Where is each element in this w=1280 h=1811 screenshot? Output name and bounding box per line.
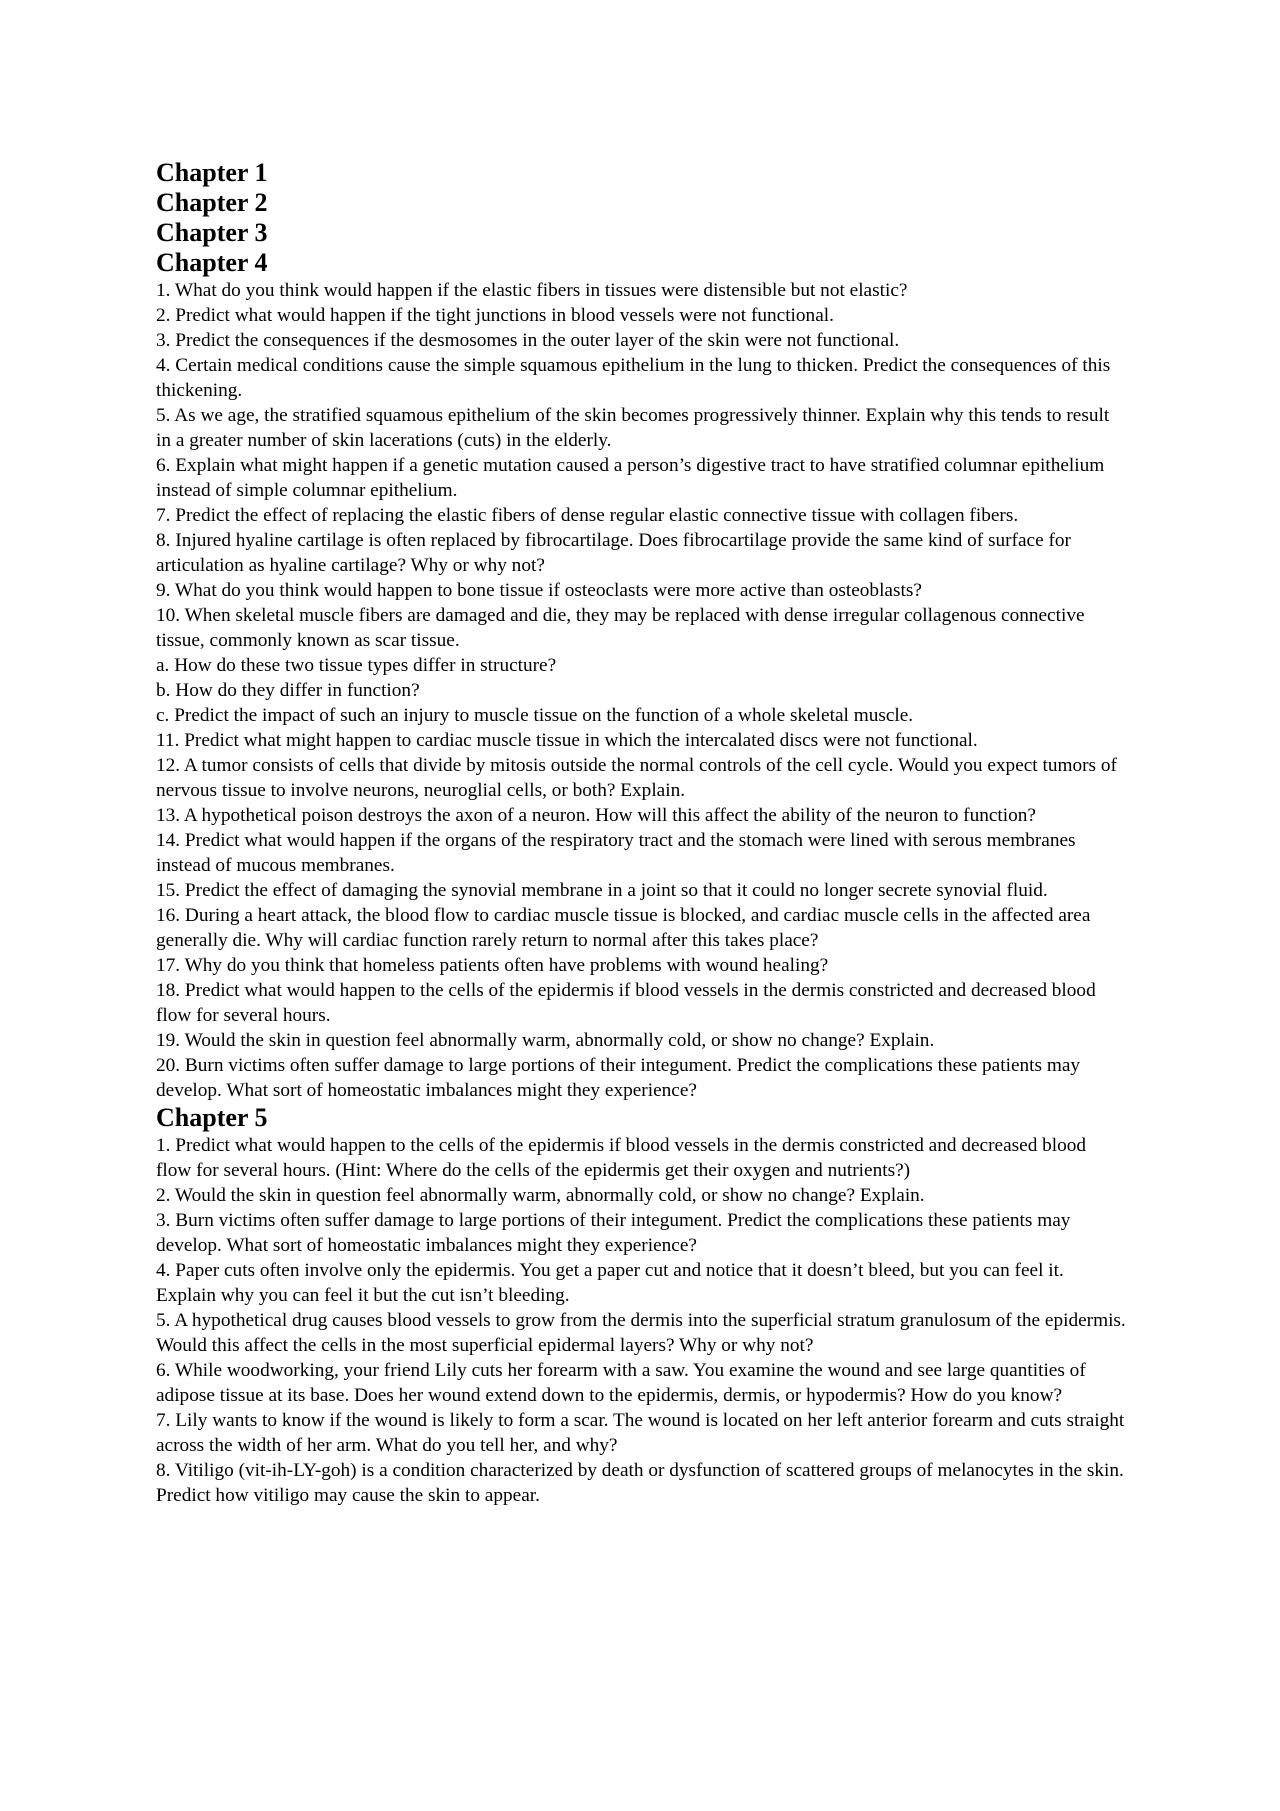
- question-item: 18. Predict what would happen to the cells of the epidermis if blood vessels in the dermis constricted and decreased blood flow for several hours.: [156, 980, 1096, 1026]
- question-item: 2. Would the skin in question feel abnormally warm, abnormally cold, or show no change? Explain.: [156, 1185, 925, 1206]
- question-item: 8. Injured hyaline cartilage is often replaced by fibrocartilage. Does fibrocartilage provide the same kind of surface for articulation as hyaline cartilage? Why or why not?: [156, 530, 1071, 576]
- question-item: 6. Explain what might happen if a genetic mutation caused a person’s digestive tract to have stratified columnar epithelium instead of simple columnar epithelium.: [156, 455, 1105, 501]
- chapter-heading: Chapter 2: [156, 188, 268, 217]
- question-item: 14. Predict what would happen if the organs of the respiratory tract and the stomach were lined with serous membranes instead of mucous membranes.: [156, 830, 1076, 876]
- chapter-heading: Chapter 1: [156, 158, 268, 187]
- question-item: 20. Burn victims often suffer damage to large portions of their integument. Predict the complications these patients may develop. What sort of homeostatic imbalances might they experience?: [156, 1055, 1081, 1101]
- chapter-section: [156, 1103, 1126, 1508]
- question-item: 15. Predict the effect of damaging the synovial membrane in a joint so that it could no longer secrete synovial fluid.: [156, 880, 1048, 901]
- question-item: 5. As we age, the stratified squamous epithelium of the skin becomes progressively thinner. Explain why this tends to result in a greater number of skin lacerations (cuts) in the elderly.: [156, 405, 1110, 451]
- question-item: 6. While woodworking, your friend Lily cuts her forearm with a saw. You examine the wound and see large quantities of adipose tissue at its base. Does her wound extend down to the epidermis, dermis, or hypodermis? How do you know?: [156, 1360, 1086, 1406]
- question-item: 7. Lily wants to know if the wound is likely to form a scar. The wound is located on her left anterior forearm and cuts straight across the width of her arm. What do you tell her, and why?: [156, 1410, 1125, 1456]
- question-item: 8. Vitiligo (vit-ih-LY-goh) is a condition characterized by death or dysfunction of scattered groups of melanocytes in the skin. Predict how vitiligo may cause the skin to appear.: [156, 1460, 1124, 1506]
- question-item: 3. Predict the consequences if the desmosomes in the outer layer of the skin were not functional.: [156, 330, 900, 351]
- chapter-heading: Chapter 5: [156, 1103, 268, 1132]
- chapter-heading: Chapter 4: [156, 248, 268, 277]
- question-item: b. How do they differ in function?: [156, 680, 420, 701]
- question-item: 3. Burn victims often suffer damage to large portions of their integument. Predict the complications these patients may develop. What sort of homeostatic imbalances might they experience?: [156, 1210, 1071, 1256]
- question-item: c. Predict the impact of such an injury to muscle tissue on the function of a whole skeletal muscle.: [156, 705, 914, 726]
- question-item: 7. Predict the effect of replacing the elastic fibers of dense regular elastic connective tissue with collagen fibers.: [156, 505, 1019, 526]
- question-item: 2. Predict what would happen if the tight junctions in blood vessels were not functional.: [156, 305, 834, 326]
- chapter-section: [156, 158, 1126, 188]
- chapter-section: [156, 218, 1126, 248]
- question-item: 13. A hypothetical poison destroys the axon of a neuron. How will this affect the ability of the neuron to function?: [156, 805, 1036, 826]
- question-item: 10. When skeletal muscle fibers are damaged and die, they may be replaced with dense irregular collagenous connective tissue, commonly known as scar tissue.: [156, 605, 1085, 651]
- chapter-section: [156, 188, 1126, 218]
- question-item: 19. Would the skin in question feel abnormally warm, abnormally cold, or show no change? Explain.: [156, 1030, 935, 1051]
- question-item: 4. Certain medical conditions cause the simple squamous epithelium in the lung to thicken. Predict the consequences of this thickening.: [156, 355, 1111, 401]
- question-item: 4. Paper cuts often involve only the epidermis. You get a paper cut and notice that it doesn’t bleed, but you can feel it. Explain why you can feel it but the cut isn’t bleeding.: [156, 1260, 1064, 1306]
- question-item: 5. A hypothetical drug causes blood vessels to grow from the dermis into the superficial stratum granulosum of the epidermis. Would this affect the cells in the most superficial epidermal layers? Why or why not?: [156, 1310, 1126, 1356]
- question-item: 1. What do you think would happen if the elastic fibers in tissues were distensible but not elastic?: [156, 280, 908, 301]
- document-body: [156, 158, 1126, 1508]
- question-item: 11. Predict what might happen to cardiac muscle tissue in which the intercalated discs were not functional.: [156, 730, 978, 751]
- chapter-heading: Chapter 3: [156, 218, 268, 247]
- question-item: a. How do these two tissue types differ in structure?: [156, 655, 557, 676]
- question-item: 12. A tumor consists of cells that divide by mitosis outside the normal controls of the cell cycle. Would you expect tumors of nervous tissue to involve neurons, neuroglial cells, or both? Explain.: [156, 755, 1117, 801]
- chapter-section: [156, 248, 1126, 1103]
- question-item: 9. What do you think would happen to bone tissue if osteoclasts were more active than osteoblasts?: [156, 580, 922, 601]
- question-item: 1. Predict what would happen to the cells of the epidermis if blood vessels in the dermis constricted and decreased blood flow for several hours. (Hint: Where do the cells of the epidermis get their oxygen and nutrients?): [156, 1135, 1087, 1181]
- question-item: 17. Why do you think that homeless patients often have problems with wound healing?: [156, 955, 829, 976]
- question-item: 16. During a heart attack, the blood flow to cardiac muscle tissue is blocked, and cardiac muscle cells in the affected area generally die. Why will cardiac function rarely return to normal after this takes place?: [156, 905, 1091, 951]
